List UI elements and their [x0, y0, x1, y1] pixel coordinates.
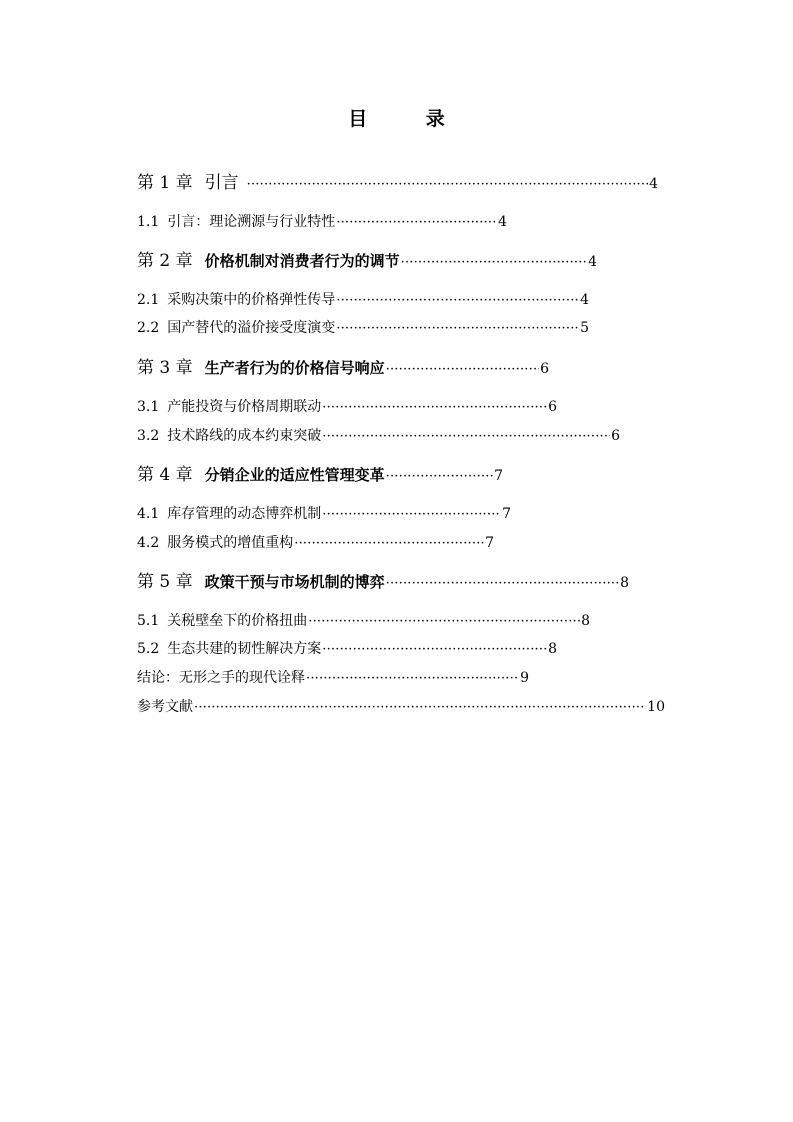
toc-entry-2-2[interactable]	[137, 316, 589, 340]
page-number: 4	[649, 176, 658, 192]
section-title: 采购决策中的价格弹性传导	[167, 292, 336, 308]
page-number: 10	[647, 699, 665, 715]
chapter-label: 第 3 章	[137, 358, 193, 378]
section-title: 关税壁垒下的价格扭曲	[167, 613, 308, 629]
dot-leader	[386, 465, 493, 489]
section-title: 引言：理论溯源与行业特性	[167, 214, 336, 230]
page-number: 4	[588, 254, 597, 270]
toc-entry-chapter-1[interactable]	[137, 171, 658, 195]
chapter-title: 分销企业的适应性管理变革	[204, 466, 385, 484]
section-title: 国产替代的溢价接受度演变	[167, 320, 336, 336]
toc-title: 目 录	[348, 108, 471, 130]
dot-leader	[336, 289, 579, 313]
dot-leader	[322, 503, 501, 527]
dot-leader	[294, 532, 484, 556]
page-number: 5	[580, 320, 589, 336]
section-title: 技术路线的成本约束突破	[167, 428, 322, 444]
page-number: 8	[581, 613, 590, 629]
dot-leader	[306, 667, 519, 691]
section-title: 结论：无形之手的现代诠释	[137, 670, 305, 686]
dot-leader	[194, 696, 646, 720]
section-number: 1.1	[137, 214, 160, 230]
toc-entry-3-1[interactable]	[137, 395, 557, 419]
section-number: 3.2	[137, 428, 160, 444]
chapter-title: 生产者行为的价格信号响应	[204, 359, 385, 377]
toc-entry-1-1[interactable]	[137, 210, 507, 234]
dot-leader	[386, 358, 539, 382]
section-number: 2.1	[137, 292, 160, 308]
page-number: 7	[502, 506, 511, 522]
dot-leader	[386, 572, 619, 596]
section-number: 5.1	[137, 613, 160, 629]
section-title: 服务模式的增值重构	[167, 535, 294, 551]
page-number: 7	[485, 535, 494, 551]
toc-entry-3-2[interactable]	[137, 424, 620, 448]
dot-leader	[336, 317, 579, 341]
page-number: 6	[548, 399, 557, 415]
toc-entry-chapter-3[interactable]	[137, 356, 549, 380]
section-title: 生态共建的韧性解决方案	[167, 641, 322, 657]
dot-leader	[247, 173, 648, 197]
page-number: 6	[611, 428, 620, 444]
toc-entry-conclusion[interactable]	[137, 666, 529, 690]
dot-leader	[322, 425, 610, 449]
page-number: 7	[494, 468, 503, 484]
toc-entry-5-2[interactable]	[137, 637, 557, 661]
toc-entry-chapter-2[interactable]	[137, 249, 597, 273]
section-number: 3.1	[137, 399, 160, 415]
section-title: 参考文献	[137, 699, 193, 715]
chapter-title: 政策干预与市场机制的博弈	[204, 573, 385, 591]
page-number: 4	[498, 214, 507, 230]
dot-leader	[336, 211, 497, 235]
dot-leader	[401, 251, 587, 275]
toc-entry-chapter-4[interactable]	[137, 463, 503, 487]
chapter-label: 第 1 章	[137, 173, 193, 193]
section-title: 库存管理的动态博弈机制	[167, 506, 322, 522]
section-number: 4.1	[137, 506, 160, 522]
page-number: 6	[540, 361, 549, 377]
toc-entry-2-1[interactable]	[137, 288, 589, 312]
page-number: 8	[548, 641, 557, 657]
toc-entry-4-1[interactable]	[137, 502, 511, 526]
toc-entry-5-1[interactable]	[137, 609, 590, 633]
chapter-label: 第 2 章	[137, 251, 193, 271]
chapter-title: 引言	[204, 173, 239, 193]
toc-entry-4-2[interactable]	[137, 531, 494, 555]
toc-entry-references[interactable]	[137, 695, 665, 719]
chapter-title: 价格机制对消费者行为的调节	[204, 252, 400, 270]
section-number: 5.2	[137, 641, 160, 657]
chapter-label: 第 5 章	[137, 572, 193, 592]
dot-leader	[308, 610, 580, 634]
section-title: 产能投资与价格周期联动	[167, 399, 322, 415]
section-number: 2.2	[137, 320, 160, 336]
page-number: 9	[520, 670, 529, 686]
dot-leader	[322, 638, 547, 662]
page-number: 8	[620, 575, 629, 591]
page-number: 4	[580, 292, 589, 308]
section-number: 4.2	[137, 535, 160, 551]
toc-entry-chapter-5[interactable]	[137, 570, 629, 594]
dot-leader	[322, 396, 547, 420]
chapter-label: 第 4 章	[137, 465, 193, 485]
